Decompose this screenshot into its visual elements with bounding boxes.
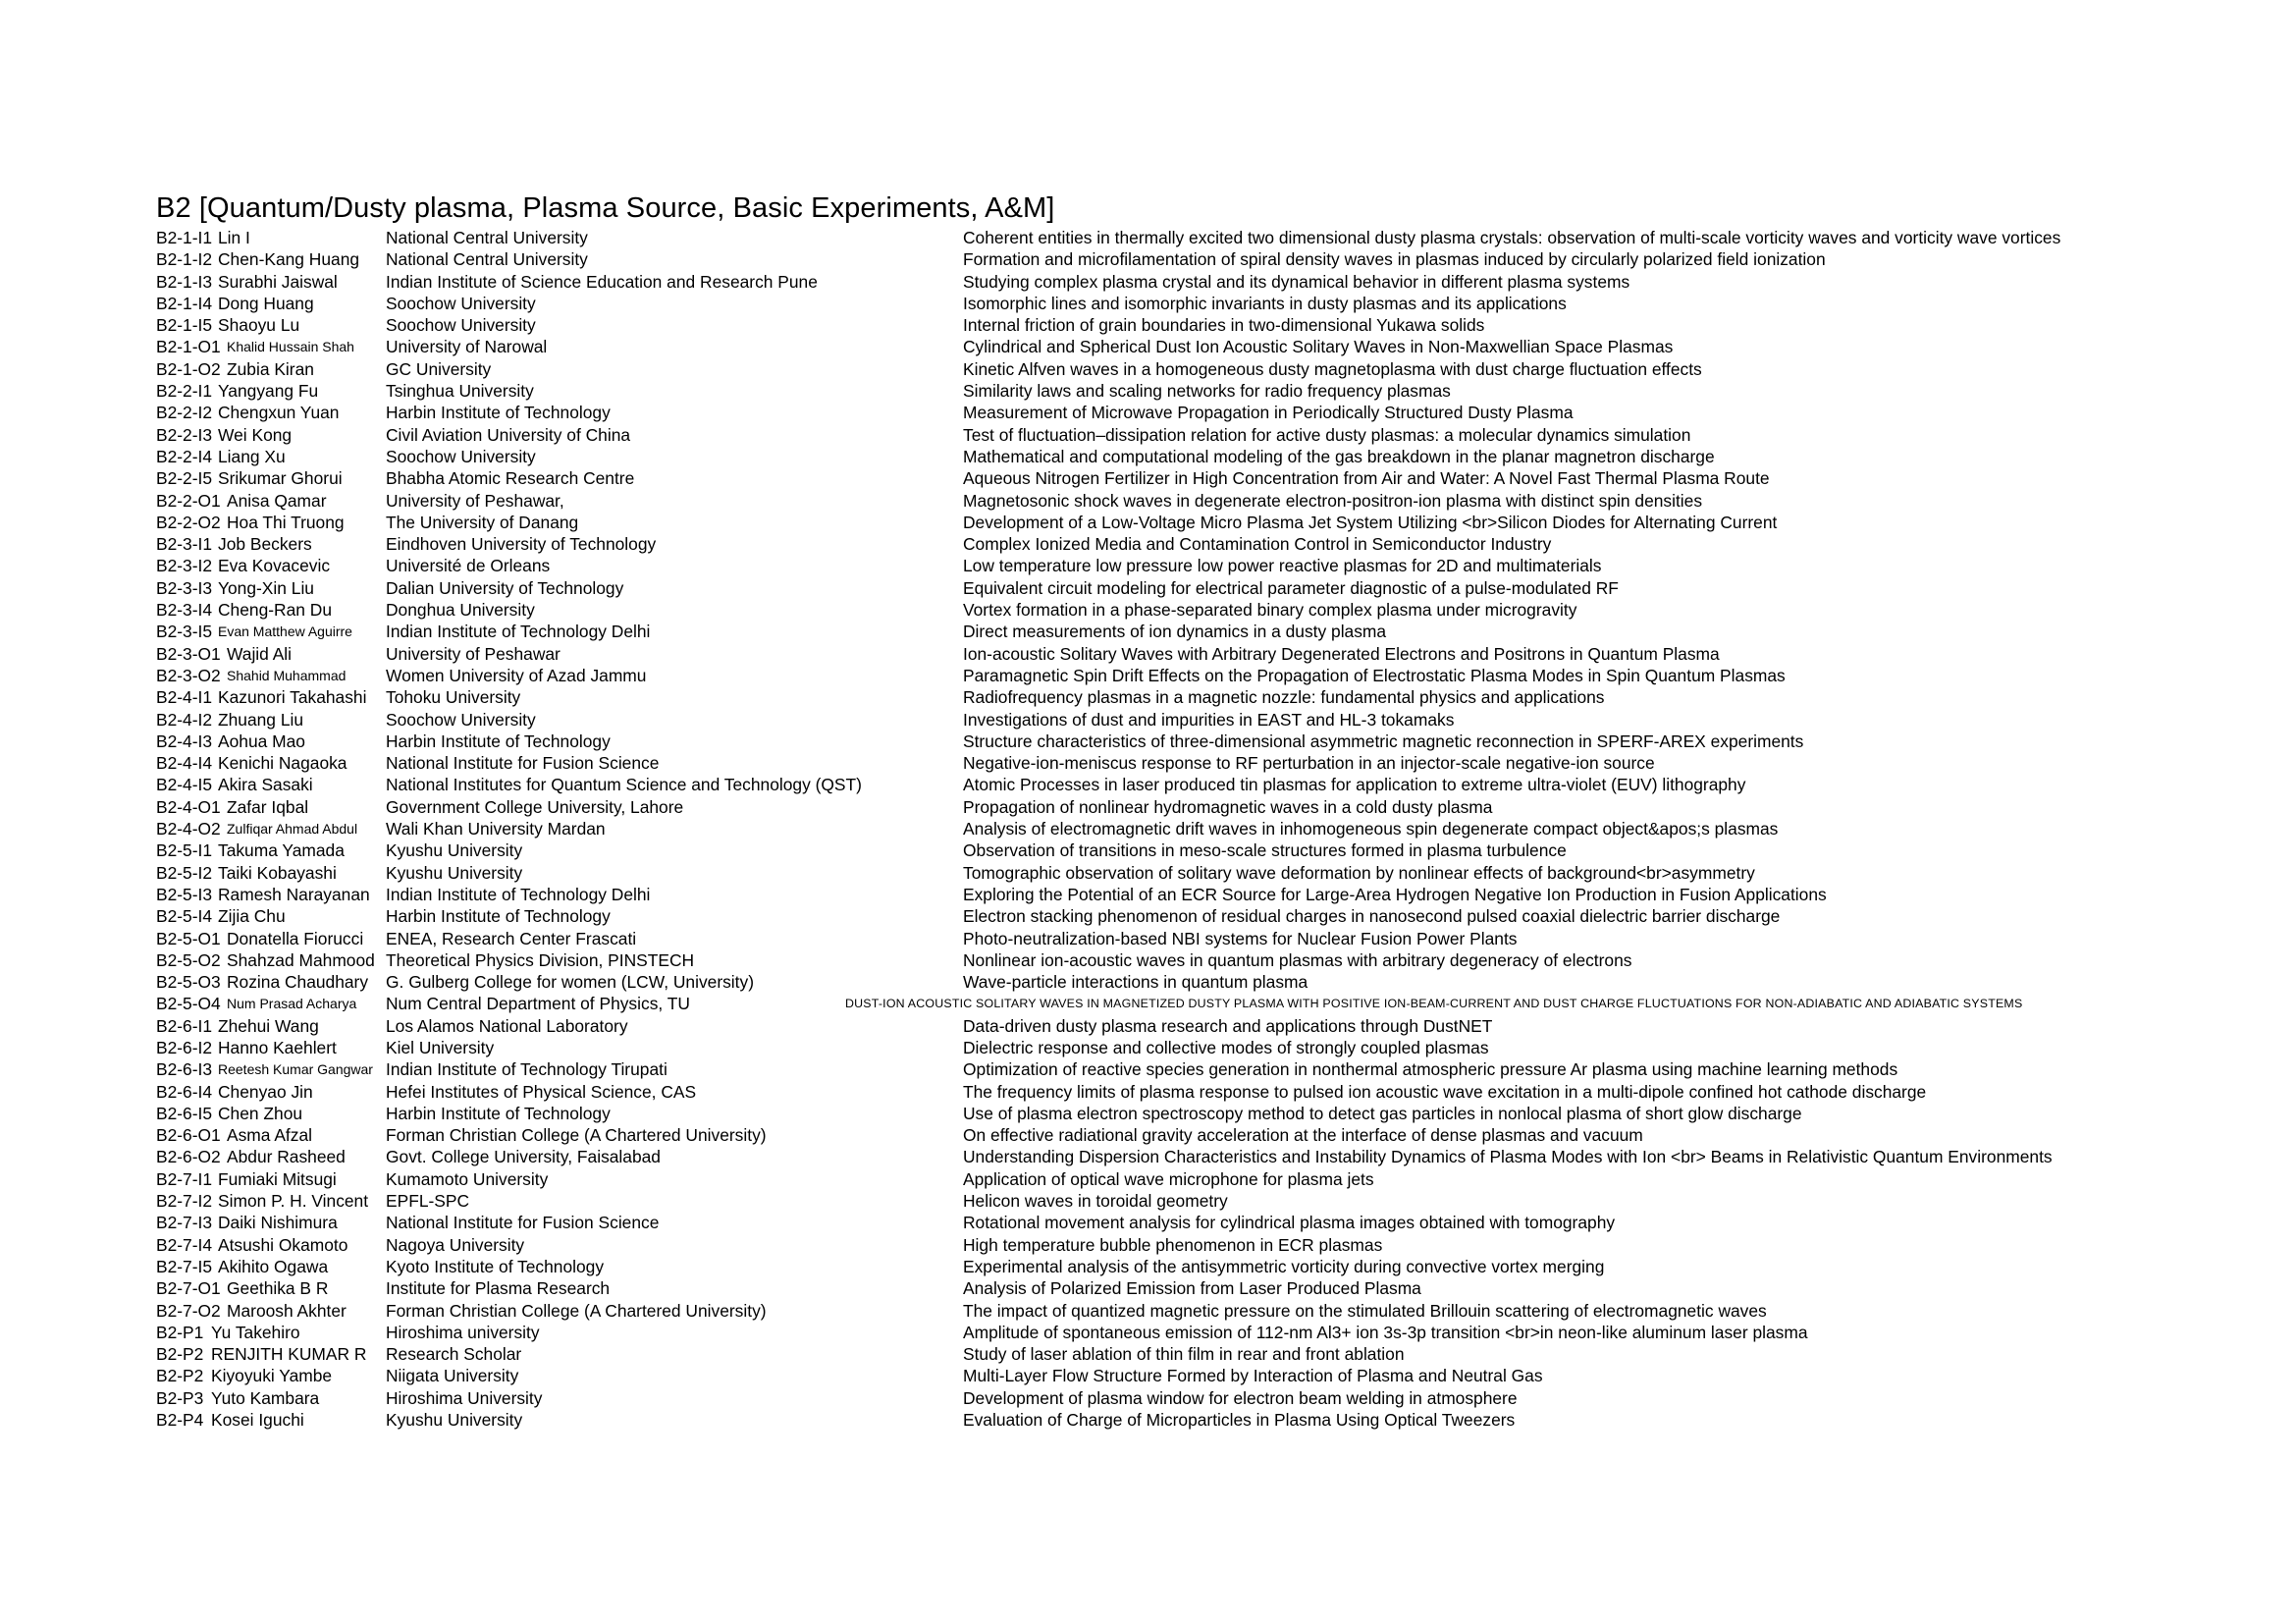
entry-title: Exploring the Potential of an ECR Source for Large-Area Hydrogen Negative Ion Production in Fusion Applications <box>963 884 1827 904</box>
entry-name: Yuto Kambara <box>211 1387 320 1408</box>
entry-code: B2-7-I2 <box>156 1191 213 1212</box>
entry-affiliation: Tohoku University <box>386 687 521 708</box>
entry-affiliation: Theoretical Physics Division, PINSTECH <box>386 949 695 970</box>
table-row <box>156 993 2237 1014</box>
entry-code: B2-2-I1 <box>156 381 213 402</box>
entry-code: B2-7-I4 <box>156 1234 213 1255</box>
table-row <box>156 1277 2237 1299</box>
entry-title: Optimization of reactive species generation in nonthermal atmospheric pressure Ar plasma using machine learning methods <box>963 1059 1898 1080</box>
entry-title: Cylindrical and Spherical Dust Ion Acoustic Solitary Waves in Non-Maxwellian Space Plasmas <box>963 337 1674 357</box>
entry-name: Daiki Nishimura <box>218 1213 338 1233</box>
entry-affiliation: Civil Aviation University of China <box>386 424 631 445</box>
table-row <box>156 490 2237 512</box>
entry-affiliation: The University of Danang <box>386 512 579 532</box>
entry-name: Kosei Iguchi <box>211 1410 304 1431</box>
entry-code: B2-P2 <box>156 1366 204 1386</box>
entry-affiliation: Kiel University <box>386 1037 495 1057</box>
table-row <box>156 774 2237 795</box>
table-row <box>156 555 2237 576</box>
entry-code: B2-1-I3 <box>156 271 213 292</box>
entry-name: Num Prasad Acharya <box>227 996 357 1012</box>
table-row <box>156 599 2237 621</box>
entry-code: B2-1-I2 <box>156 249 213 270</box>
entry-title: Tomographic observation of solitary wave deformation by nonlinear effects of background<br>asymmetry <box>963 862 1755 883</box>
entry-code: B2-3-I5 <box>156 622 213 642</box>
table-row <box>156 731 2237 752</box>
table-row <box>156 1190 2237 1212</box>
entry-code: B2-1-O2 <box>156 358 221 379</box>
entry-code: B2-4-I2 <box>156 709 213 730</box>
entry-affiliation: Indian Institute of Technology Tirupati <box>386 1059 667 1080</box>
entry-affiliation: Wali Khan University Mardan <box>386 819 606 839</box>
entry-name: Zulfiqar Ahmad Abdul <box>227 821 358 838</box>
entry-affiliation: Forman Christian College (A Chartered University) <box>386 1125 767 1146</box>
entry-title: Structure characteristics of three-dimensional asymmetric magnetic reconnection in SPERF-AREX experiments <box>963 731 1804 751</box>
table-row <box>156 1103 2237 1124</box>
entry-title: Helicon waves in toroidal geometry <box>963 1191 1228 1212</box>
entry-name: Yong-Xin Liu <box>218 577 314 598</box>
entry-affiliation: Soochow University <box>386 446 536 466</box>
entry-title: High temperature bubble phenomenon in ECR plasmas <box>963 1234 1383 1255</box>
entry-name: Chengxun Yuan <box>218 403 340 423</box>
entry-name: Hoa Thi Truong <box>227 512 345 532</box>
table-row <box>156 314 2237 336</box>
entry-affiliation: Harbin Institute of Technology <box>386 1103 611 1123</box>
table-row <box>156 533 2237 555</box>
entry-title: Magnetosonic shock waves in degenerate electron-positron-ion plasma with distinct spin densities <box>963 490 1703 511</box>
entry-code: B2-7-I1 <box>156 1168 213 1189</box>
entry-affiliation: EPFL-SPC <box>386 1191 470 1212</box>
table-row <box>156 1322 2237 1343</box>
entry-code: B2-5-O3 <box>156 972 221 993</box>
entry-affiliation: Donghua University <box>386 600 535 621</box>
entry-title: Ion-acoustic Solitary Waves with Arbitrary Degenerated Electrons and Positrons in Quantum Plasma <box>963 643 1720 664</box>
entry-name: Srikumar Ghorui <box>218 468 343 489</box>
table-row <box>156 1234 2237 1256</box>
entry-name: Taiki Kobayashi <box>218 862 337 883</box>
entry-code: B2-5-O2 <box>156 949 221 970</box>
entry-title: Nonlinear ion-acoustic waves in quantum plasmas with arbitrary degeneracy of electrons <box>963 949 1632 970</box>
entry-title: Analysis of electromagnetic drift waves in inhomogeneous spin degenerate compact object&apos;s plasmas <box>963 819 1779 839</box>
entry-affiliation: Research Scholar <box>386 1344 522 1365</box>
entry-code: B2-7-I5 <box>156 1256 213 1276</box>
table-row <box>156 621 2237 642</box>
entry-name: Yangyang Fu <box>218 381 319 402</box>
entry-title: Dielectric response and collective modes of strongly coupled plasmas <box>963 1037 1489 1057</box>
entry-code: B2-7-O1 <box>156 1278 221 1299</box>
entry-name: Yu Takehiro <box>211 1322 300 1342</box>
entry-code: B2-2-I3 <box>156 424 213 445</box>
entry-code: B2-P1 <box>156 1322 204 1342</box>
entry-code: B2-6-I4 <box>156 1081 213 1102</box>
entry-code: B2-6-I2 <box>156 1037 213 1057</box>
entry-name: Job Beckers <box>218 534 312 555</box>
entry-code: B2-4-O2 <box>156 819 221 839</box>
entry-affiliation: Harbin Institute of Technology <box>386 403 611 423</box>
entry-title: Multi-Layer Flow Structure Formed by Interaction of Plasma and Neutral Gas <box>963 1366 1543 1386</box>
entry-affiliation: Soochow University <box>386 709 536 730</box>
entry-code: B2-5-I4 <box>156 906 213 927</box>
table-row <box>156 949 2237 971</box>
entry-name: Fumiaki Mitsugi <box>218 1168 337 1189</box>
entry-code: B2-3-I3 <box>156 577 213 598</box>
entry-name: Zafar Iqbal <box>227 796 309 817</box>
entry-name: Cheng-Ran Du <box>218 600 333 621</box>
entry-title: Electron stacking phenomenon of residual charges in nanosecond pulsed coaxial dielectric barrier discharge <box>963 906 1781 927</box>
entry-name: Evan Matthew Aguirre <box>218 623 352 640</box>
entry-title: Kinetic Alfven waves in a homogeneous dusty magnetoplasma with dust charge fluctuation effects <box>963 358 1702 379</box>
entry-affiliation: Institute for Plasma Research <box>386 1278 611 1299</box>
table-row <box>156 862 2237 884</box>
entry-title: Analysis of Polarized Emission from Laser Produced Plasma <box>963 1278 1421 1299</box>
entry-title: Paramagnetic Spin Drift Effects on the Propagation of Electrostatic Plasma Modes in Spin Quantum Plasmas <box>963 665 1786 685</box>
table-row <box>156 1146 2237 1167</box>
entry-title: DUST-ION ACOUSTIC SOLITARY WAVES IN MAGNETIZED DUSTY PLASMA WITH POSITIVE ION-BEAM-CURRENT AND DUST CHARGE FLUCTUATIONS FOR NON-ADIABATIC AND ADIABATIC SYSTEMS <box>845 997 2023 1011</box>
entry-affiliation: Indian Institute of Technology Delhi <box>386 622 651 642</box>
table-row <box>156 1256 2237 1277</box>
entry-code: B2-2-O2 <box>156 512 221 532</box>
entry-affiliation: Forman Christian College (A Chartered University) <box>386 1300 767 1321</box>
table-row <box>156 1124 2237 1146</box>
entry-code: B2-5-O1 <box>156 928 221 948</box>
table-row <box>156 1212 2237 1233</box>
entry-affiliation: Tsinghua University <box>386 381 534 402</box>
entry-title: The impact of quantized magnetic pressure on the stimulated Brillouin scattering of electromagnetic waves <box>963 1300 1767 1321</box>
entry-title: Isomorphic lines and isomorphic invariants in dusty plasmas and its applications <box>963 293 1567 313</box>
table-row <box>156 248 2237 270</box>
table-row <box>156 839 2237 861</box>
table-row <box>156 818 2237 839</box>
entry-affiliation: Kumamoto University <box>386 1168 549 1189</box>
entry-name: Shaoyu Lu <box>218 315 300 336</box>
entry-name: Reetesh Kumar Gangwar <box>218 1061 373 1078</box>
table-row <box>156 1058 2237 1080</box>
entry-affiliation: Num Central Department of Physics, TU <box>386 994 690 1014</box>
entry-title: Atomic Processes in laser produced tin plasmas for application to extreme ultra-violet (EUV) lithography <box>963 775 1746 795</box>
entry-code: B2-6-I3 <box>156 1059 213 1080</box>
entry-title: Mathematical and computational modeling of the gas breakdown in the planar magnetron discharge <box>963 446 1715 466</box>
entry-code: B2-3-I4 <box>156 600 213 621</box>
entry-title: Photo-neutralization-based NBI systems for Nuclear Fusion Power Plants <box>963 928 1518 948</box>
entry-name: Liang Xu <box>218 446 286 466</box>
entry-title: Direct measurements of ion dynamics in a dusty plasma <box>963 622 1387 642</box>
section-title: B2 [Quantum/Dusty plasma, Plasma Source, Basic Experiments, A&M] <box>156 192 1055 224</box>
entry-affiliation: Kyushu University <box>386 862 523 883</box>
entry-affiliation: Indian Institute of Technology Delhi <box>386 884 651 904</box>
entry-list <box>156 227 2237 1431</box>
entry-title: Studying complex plasma crystal and its dynamical behavior in different plasma systems <box>963 271 1630 292</box>
entry-affiliation: University of Peshawar <box>386 643 561 664</box>
entry-affiliation: ENEA, Research Center Frascati <box>386 928 637 948</box>
table-row <box>156 796 2237 818</box>
table-row <box>156 271 2237 293</box>
entry-affiliation: Hiroshima university <box>386 1322 540 1342</box>
entry-name: Kenichi Nagaoka <box>218 753 347 774</box>
entry-affiliation: Kyoto Institute of Technology <box>386 1256 605 1276</box>
entry-code: B2-4-O1 <box>156 796 221 817</box>
entry-title: Development of a Low-Voltage Micro Plasma Jet System Utilizing <br>Silicon Diodes for Alternating Current <box>963 512 1778 532</box>
entry-name: Anisa Qamar <box>227 490 327 511</box>
entry-name: Ramesh Narayanan <box>218 884 370 904</box>
entry-title: The frequency limits of plasma response to pulsed ion acoustic wave excitation in a multi-dipole confined hot cathode discharge <box>963 1081 1927 1102</box>
entry-name: Surabhi Jaiswal <box>218 271 338 292</box>
entry-name: Chenyao Jin <box>218 1081 313 1102</box>
entry-code: B2-3-I1 <box>156 534 213 555</box>
entry-name: Zhuang Liu <box>218 709 304 730</box>
entry-name: Zhehui Wang <box>218 1015 319 1036</box>
entry-code: B2-2-O1 <box>156 490 221 511</box>
entry-affiliation: Los Alamos National Laboratory <box>386 1015 628 1036</box>
table-row <box>156 971 2237 993</box>
table-row <box>156 577 2237 599</box>
entry-code: B2-1-O1 <box>156 337 221 357</box>
entry-code: B2-1-I5 <box>156 315 213 336</box>
entry-title: Investigations of dust and impurities in EAST and HL-3 tokamaks <box>963 709 1455 730</box>
entry-affiliation: Niigata University <box>386 1366 519 1386</box>
entry-affiliation: GC University <box>386 358 492 379</box>
entry-affiliation: Kyushu University <box>386 840 523 861</box>
entry-code: B2-2-I2 <box>156 403 213 423</box>
entry-name: Kazunori Takahashi <box>218 687 367 708</box>
entry-title: Coherent entities in thermally excited two dimensional dusty plasma crystals: observation of multi-scale vorticity waves and vorticity wave vortices <box>963 228 2061 247</box>
entry-title: Wave-particle interactions in quantum plasma <box>963 972 1308 993</box>
entry-code: B2-5-O4 <box>156 994 221 1014</box>
entry-name: Lin I <box>218 228 250 247</box>
table-row <box>156 1168 2237 1190</box>
table-row <box>156 1300 2237 1322</box>
entry-name: RENJITH KUMAR R <box>211 1344 367 1365</box>
entry-code: B2-1-I1 <box>156 228 213 247</box>
entry-title: Vortex formation in a phase-separated binary complex plasma under microgravity <box>963 600 1577 621</box>
entry-code: B2-5-I3 <box>156 884 213 904</box>
entry-code: B2-P3 <box>156 1387 204 1408</box>
entry-title: Amplitude of spontaneous emission of 112-nm Al3+ ion 3s-3p transition <br>in neon-like aluminum laser plasma <box>963 1322 1808 1342</box>
table-row <box>156 293 2237 314</box>
table-row <box>156 1343 2237 1365</box>
entry-title: Propagation of nonlinear hydromagnetic waves in a cold dusty plasma <box>963 796 1493 817</box>
table-row <box>156 512 2237 533</box>
entry-title: Test of fluctuation–dissipation relation for active dusty plasmas: a molecular dynamics simulation <box>963 424 1691 445</box>
entry-name: Chen-Kang Huang <box>218 249 360 270</box>
entry-name: Shahid Muhammad <box>227 667 347 683</box>
entry-code: B2-3-I2 <box>156 556 213 576</box>
entry-title: Study of laser ablation of thin film in rear and front ablation <box>963 1344 1405 1365</box>
entry-code: B2-1-I4 <box>156 293 213 313</box>
schedule-document <box>156 189 2237 1431</box>
entry-name: Takuma Yamada <box>218 840 345 861</box>
entry-code: B2-2-I4 <box>156 446 213 466</box>
table-row <box>156 752 2237 774</box>
entry-affiliation: Hiroshima University <box>386 1387 543 1408</box>
table-row <box>156 336 2237 357</box>
entry-code: B2-P4 <box>156 1410 204 1431</box>
entry-code: B2-6-O1 <box>156 1125 221 1146</box>
table-row <box>156 1409 2237 1431</box>
entry-name: Wei Kong <box>218 424 293 445</box>
entry-title: Negative-ion-meniscus response to RF perturbation in an injector-scale negative-ion source <box>963 753 1655 774</box>
entry-affiliation: Soochow University <box>386 293 536 313</box>
entry-code: B2-2-I5 <box>156 468 213 489</box>
entry-affiliation: Harbin Institute of Technology <box>386 906 611 927</box>
entry-affiliation: National Central University <box>386 228 588 247</box>
entry-title: Use of plasma electron spectroscopy method to detect gas particles in nonlocal plasma of short glow discharge <box>963 1103 1802 1123</box>
entry-affiliation: Soochow University <box>386 315 536 336</box>
entry-affiliation: Indian Institute of Science Education and Research Pune <box>386 271 818 292</box>
table-row <box>156 884 2237 905</box>
entry-code: B2-4-I5 <box>156 775 213 795</box>
entry-code: B2-4-I1 <box>156 687 213 708</box>
entry-title: Internal friction of grain boundaries in two-dimensional Yukawa solids <box>963 315 1485 336</box>
entry-affiliation: Women University of Azad Jammu <box>386 665 647 685</box>
entry-title: Low temperature low pressure low power reactive plasmas for 2D and multimaterials <box>963 556 1602 576</box>
entry-name: Asma Afzal <box>227 1125 312 1146</box>
entry-code: B2-7-O2 <box>156 1300 221 1321</box>
table-row <box>156 905 2237 927</box>
entry-name: Zijia Chu <box>218 906 286 927</box>
entry-title: Aqueous Nitrogen Fertilizer in High Concentration from Air and Water: A Novel Fast Thermal Plasma Route <box>963 468 1770 489</box>
entry-name: Geethika B R <box>227 1278 329 1299</box>
entry-name: Maroosh Akhter <box>227 1300 347 1321</box>
entry-title: Radiofrequency plasmas in a magnetic nozzle: fundamental physics and applications <box>963 687 1605 708</box>
entry-name: Atsushi Okamoto <box>218 1234 348 1255</box>
entry-title: Understanding Dispersion Characteristics and Instability Dynamics of Plasma Modes with Ion <br> Beams in Relativistic Quantum Environments <box>963 1147 2053 1167</box>
entry-name: Wajid Ali <box>227 643 293 664</box>
entry-code: B2-5-I1 <box>156 840 213 861</box>
entry-affiliation: Kyushu University <box>386 1410 523 1431</box>
entry-name: Eva Kovacevic <box>218 556 331 576</box>
table-row <box>156 380 2237 402</box>
entry-code: B2-6-I1 <box>156 1015 213 1036</box>
table-row <box>156 358 2237 380</box>
entry-affiliation: Govt. College University, Faisalabad <box>386 1147 661 1167</box>
entry-name: Zubia Kiran <box>227 358 314 379</box>
entry-code: B2-7-I3 <box>156 1213 213 1233</box>
entry-affiliation: Dalian University of Technology <box>386 577 624 598</box>
entry-title: Similarity laws and scaling networks for radio frequency plasmas <box>963 381 1451 402</box>
table-row <box>156 446 2237 467</box>
entry-name: Aohua Mao <box>218 731 305 751</box>
table-row <box>156 227 2237 248</box>
table-row <box>156 686 2237 708</box>
entry-title: Data-driven dusty plasma research and applications through DustNET <box>963 1015 1493 1036</box>
entry-affiliation: National Central University <box>386 249 588 270</box>
entry-affiliation: Bhabha Atomic Research Centre <box>386 468 635 489</box>
entry-title: Measurement of Microwave Propagation in Periodically Structured Dusty Plasma <box>963 403 1574 423</box>
entry-name: Simon P. H. Vincent <box>218 1191 369 1212</box>
entry-affiliation: National Institutes for Quantum Science and Technology (QST) <box>386 775 862 795</box>
entry-affiliation: National Institute for Fusion Science <box>386 753 660 774</box>
table-row <box>156 1037 2237 1058</box>
entry-affiliation: University of Peshawar, <box>386 490 564 511</box>
entry-code: B2-6-I5 <box>156 1103 213 1123</box>
entry-name: Rozina Chaudhary <box>227 972 369 993</box>
entry-name: Donatella Fiorucci <box>227 928 364 948</box>
table-row <box>156 1387 2237 1409</box>
entry-name: Hanno Kaehlert <box>218 1037 337 1057</box>
entry-title: On effective radiational gravity acceleration at the interface of dense plasmas and vacuum <box>963 1125 1643 1146</box>
entry-name: Dong Huang <box>218 293 314 313</box>
table-row <box>156 928 2237 949</box>
entry-name: Chen Zhou <box>218 1103 303 1123</box>
entry-affiliation: G. Gulberg College for women (LCW, University) <box>386 972 754 993</box>
entry-title: Formation and microfilamentation of spiral density waves in plasmas induced by circularly polarized field ionization <box>963 249 1826 270</box>
entry-code: B2-3-O1 <box>156 643 221 664</box>
entry-code: B2-4-I3 <box>156 731 213 751</box>
table-row <box>156 665 2237 686</box>
entry-affiliation: Government College University, Lahore <box>386 796 684 817</box>
table-row <box>156 1365 2237 1386</box>
entry-title: Evaluation of Charge of Microparticles in Plasma Using Optical Tweezers <box>963 1410 1516 1431</box>
entry-title: Equivalent circuit modeling for electrical parameter diagnostic of a pulse-modulated RF <box>963 577 1619 598</box>
entry-affiliation: Nagoya University <box>386 1234 525 1255</box>
entry-affiliation: National Institute for Fusion Science <box>386 1213 660 1233</box>
table-row <box>156 1081 2237 1103</box>
entry-title: Development of plasma window for electron beam welding in atmosphere <box>963 1387 1518 1408</box>
entry-title: Rotational movement analysis for cylindrical plasma images obtained with tomography <box>963 1213 1616 1233</box>
entry-name: Kiyoyuki Yambe <box>211 1366 333 1386</box>
table-row <box>156 467 2237 489</box>
entry-code: B2-P2 <box>156 1344 204 1365</box>
entry-affiliation: University of Narowal <box>386 337 548 357</box>
table-row <box>156 424 2237 446</box>
entry-code: B2-4-I4 <box>156 753 213 774</box>
entry-affiliation: Université de Orleans <box>386 556 551 576</box>
table-row <box>156 1015 2237 1037</box>
entry-name: Abdur Rasheed <box>227 1147 346 1167</box>
entry-code: B2-5-I2 <box>156 862 213 883</box>
entry-code: B2-6-O2 <box>156 1147 221 1167</box>
entry-title: Application of optical wave microphone for plasma jets <box>963 1168 1374 1189</box>
entry-title: Observation of transitions in meso-scale structures formed in plasma turbulence <box>963 840 1567 861</box>
table-row <box>156 643 2237 665</box>
entry-name: Khalid Hussain Shah <box>227 339 354 355</box>
entry-affiliation: Hefei Institutes of Physical Science, CAS <box>386 1081 697 1102</box>
entry-name: Akihito Ogawa <box>218 1256 329 1276</box>
entry-title: Experimental analysis of the antisymmetric vorticity during convective vortex merging <box>963 1256 1605 1276</box>
entry-name: Shahzad Mahmood <box>227 949 375 970</box>
entry-name: Akira Sasaki <box>218 775 313 795</box>
table-row <box>156 709 2237 731</box>
entry-code: B2-3-O2 <box>156 665 221 685</box>
entry-title: Complex Ionized Media and Contamination Control in Semiconductor Industry <box>963 534 1552 555</box>
entry-affiliation: Harbin Institute of Technology <box>386 731 611 751</box>
table-row <box>156 402 2237 423</box>
entry-affiliation: Eindhoven University of Technology <box>386 534 657 555</box>
